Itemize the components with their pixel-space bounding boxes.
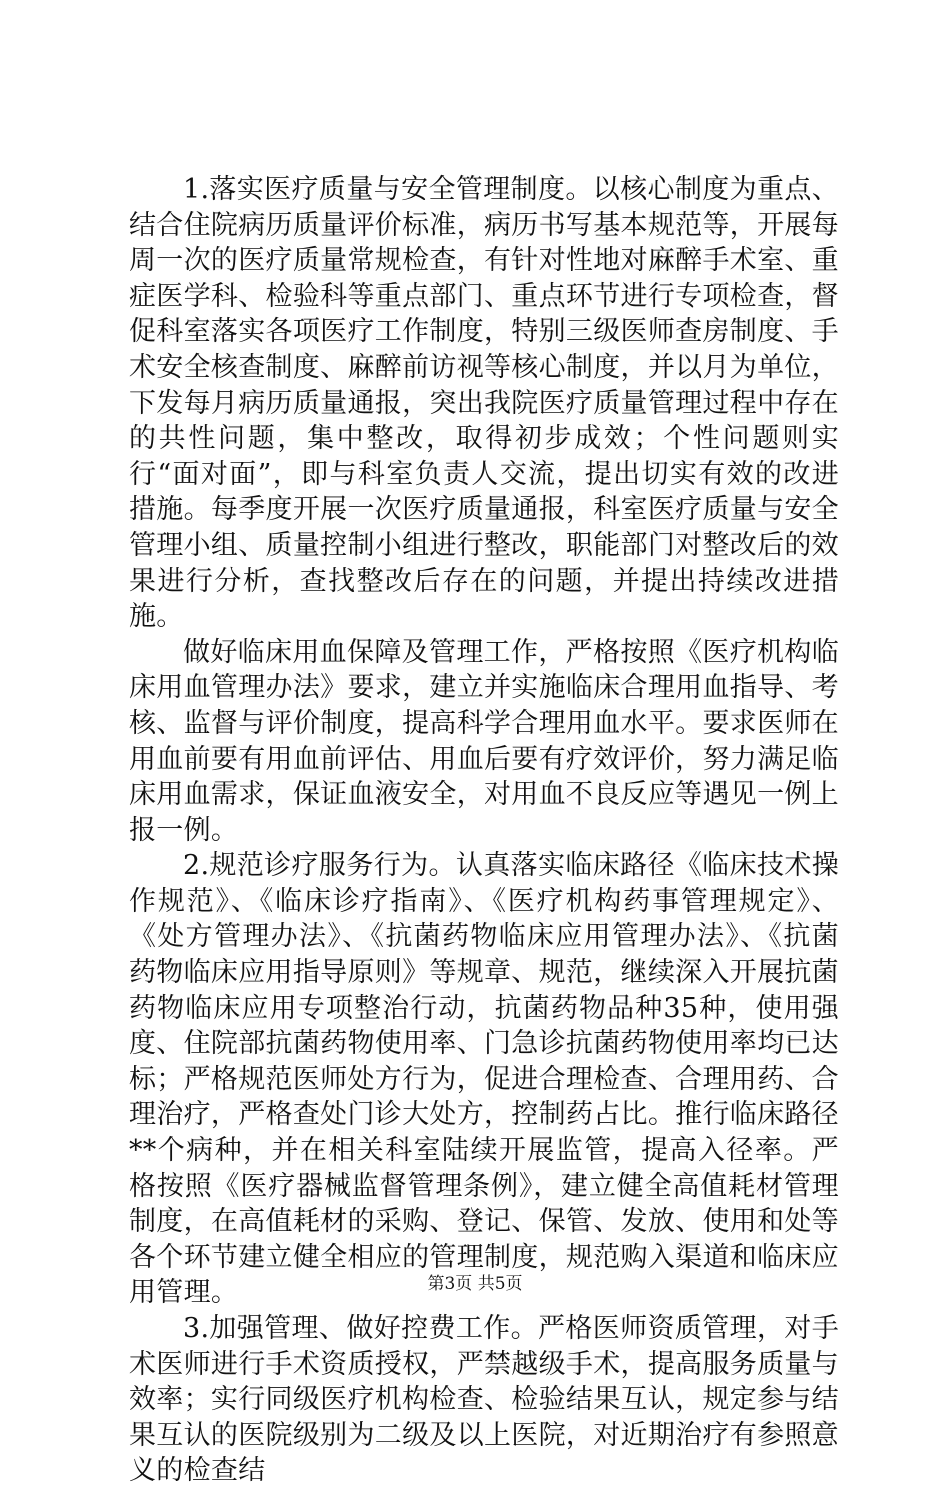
paragraph-blood-management: 做好临床用血保障及管理工作，严格按照《医疗机构临床用血管理办法》要求，建立并实施临床合理用血指导、考核、监督与评价制度，提高科学合理用血水平。要求医师在用血前要有用血前评估、用血后要有疗效评价，努力满足临床用血需求，保证血液安全，对用血不良反应等遇见一例上报一例。 bbox=[129, 636, 839, 846]
paragraph-quality-safety: 1.落实医疗质量与安全管理制度。以核心制度为重点、结合住院病历质量评价标准，病历书写基本规范等，开展每周一次的医疗质量常规检查，有针对性地对麻醉手术室、重症医学科、检验科等重点部门、重点环节进行专项检查，督促科室落实各项医疗工作制度，特别三级医师查房制度、手术安全核查制度、麻醉前访视等核心制度，并以月为单位，下发每月病历质量通报，突出我院医疗质量管理过程中存在的共性问题，集中整改，取得初步成效；个性问题则实行“面对面”，即与科室负责人交流，提出切实有效的改进措施。每季度开展一次医疗质量通报，科室医疗质量与安全管理小组、质量控制小组进行整改，职能部门对整改后的效果进行分析，查找整改后存在的问题，并提出持续改进措施。 bbox=[129, 174, 839, 633]
page-number-footer: 第3页 共5页 bbox=[427, 1274, 523, 1294]
paragraph-cost-control: 3.加强管理、做好控费工作。严格医师资质管理，对手术医师进行手术资质授权，严禁越级手术，提高服务质量与效率；实行同级医疗机构检查、检验结果互认，规定参与结果互认的医院级别为二级及以上医院，对近期治疗有参照意义的检查结 bbox=[129, 1313, 839, 1487]
paragraph-diagnosis-standards: 2.规范诊疗服务行为。认真落实临床路径《临床技术操作规范》、《临床诊疗指南》、《医疗机构药事管理规定》、《处方管理办法》、《抗菌药物临床应用管理办法》、《抗菌药物临床应用指导原则》等规章、规范，继续深入开展抗菌药物临床应用专项整治行动，抗菌药物品种35种，使用强度、住院部抗菌药物使用率、门急诊抗菌药物使用率均已达标；严格规范医师处方行为，促进合理检查、合理用药、合理治疗，严格查处门诊大处方，控制药占比。推行临床路径**个病种，并在相关科室陆续开展监管，提高入径率。严格按照《医疗器械监督管理条例》，建立健全高值耗材管理制度，在高值耗材的采购、登记、保管、发放、使用和处等各个环节建立健全相应的管理制度，规范购入渠道和临床应用管理。 bbox=[129, 850, 839, 1309]
